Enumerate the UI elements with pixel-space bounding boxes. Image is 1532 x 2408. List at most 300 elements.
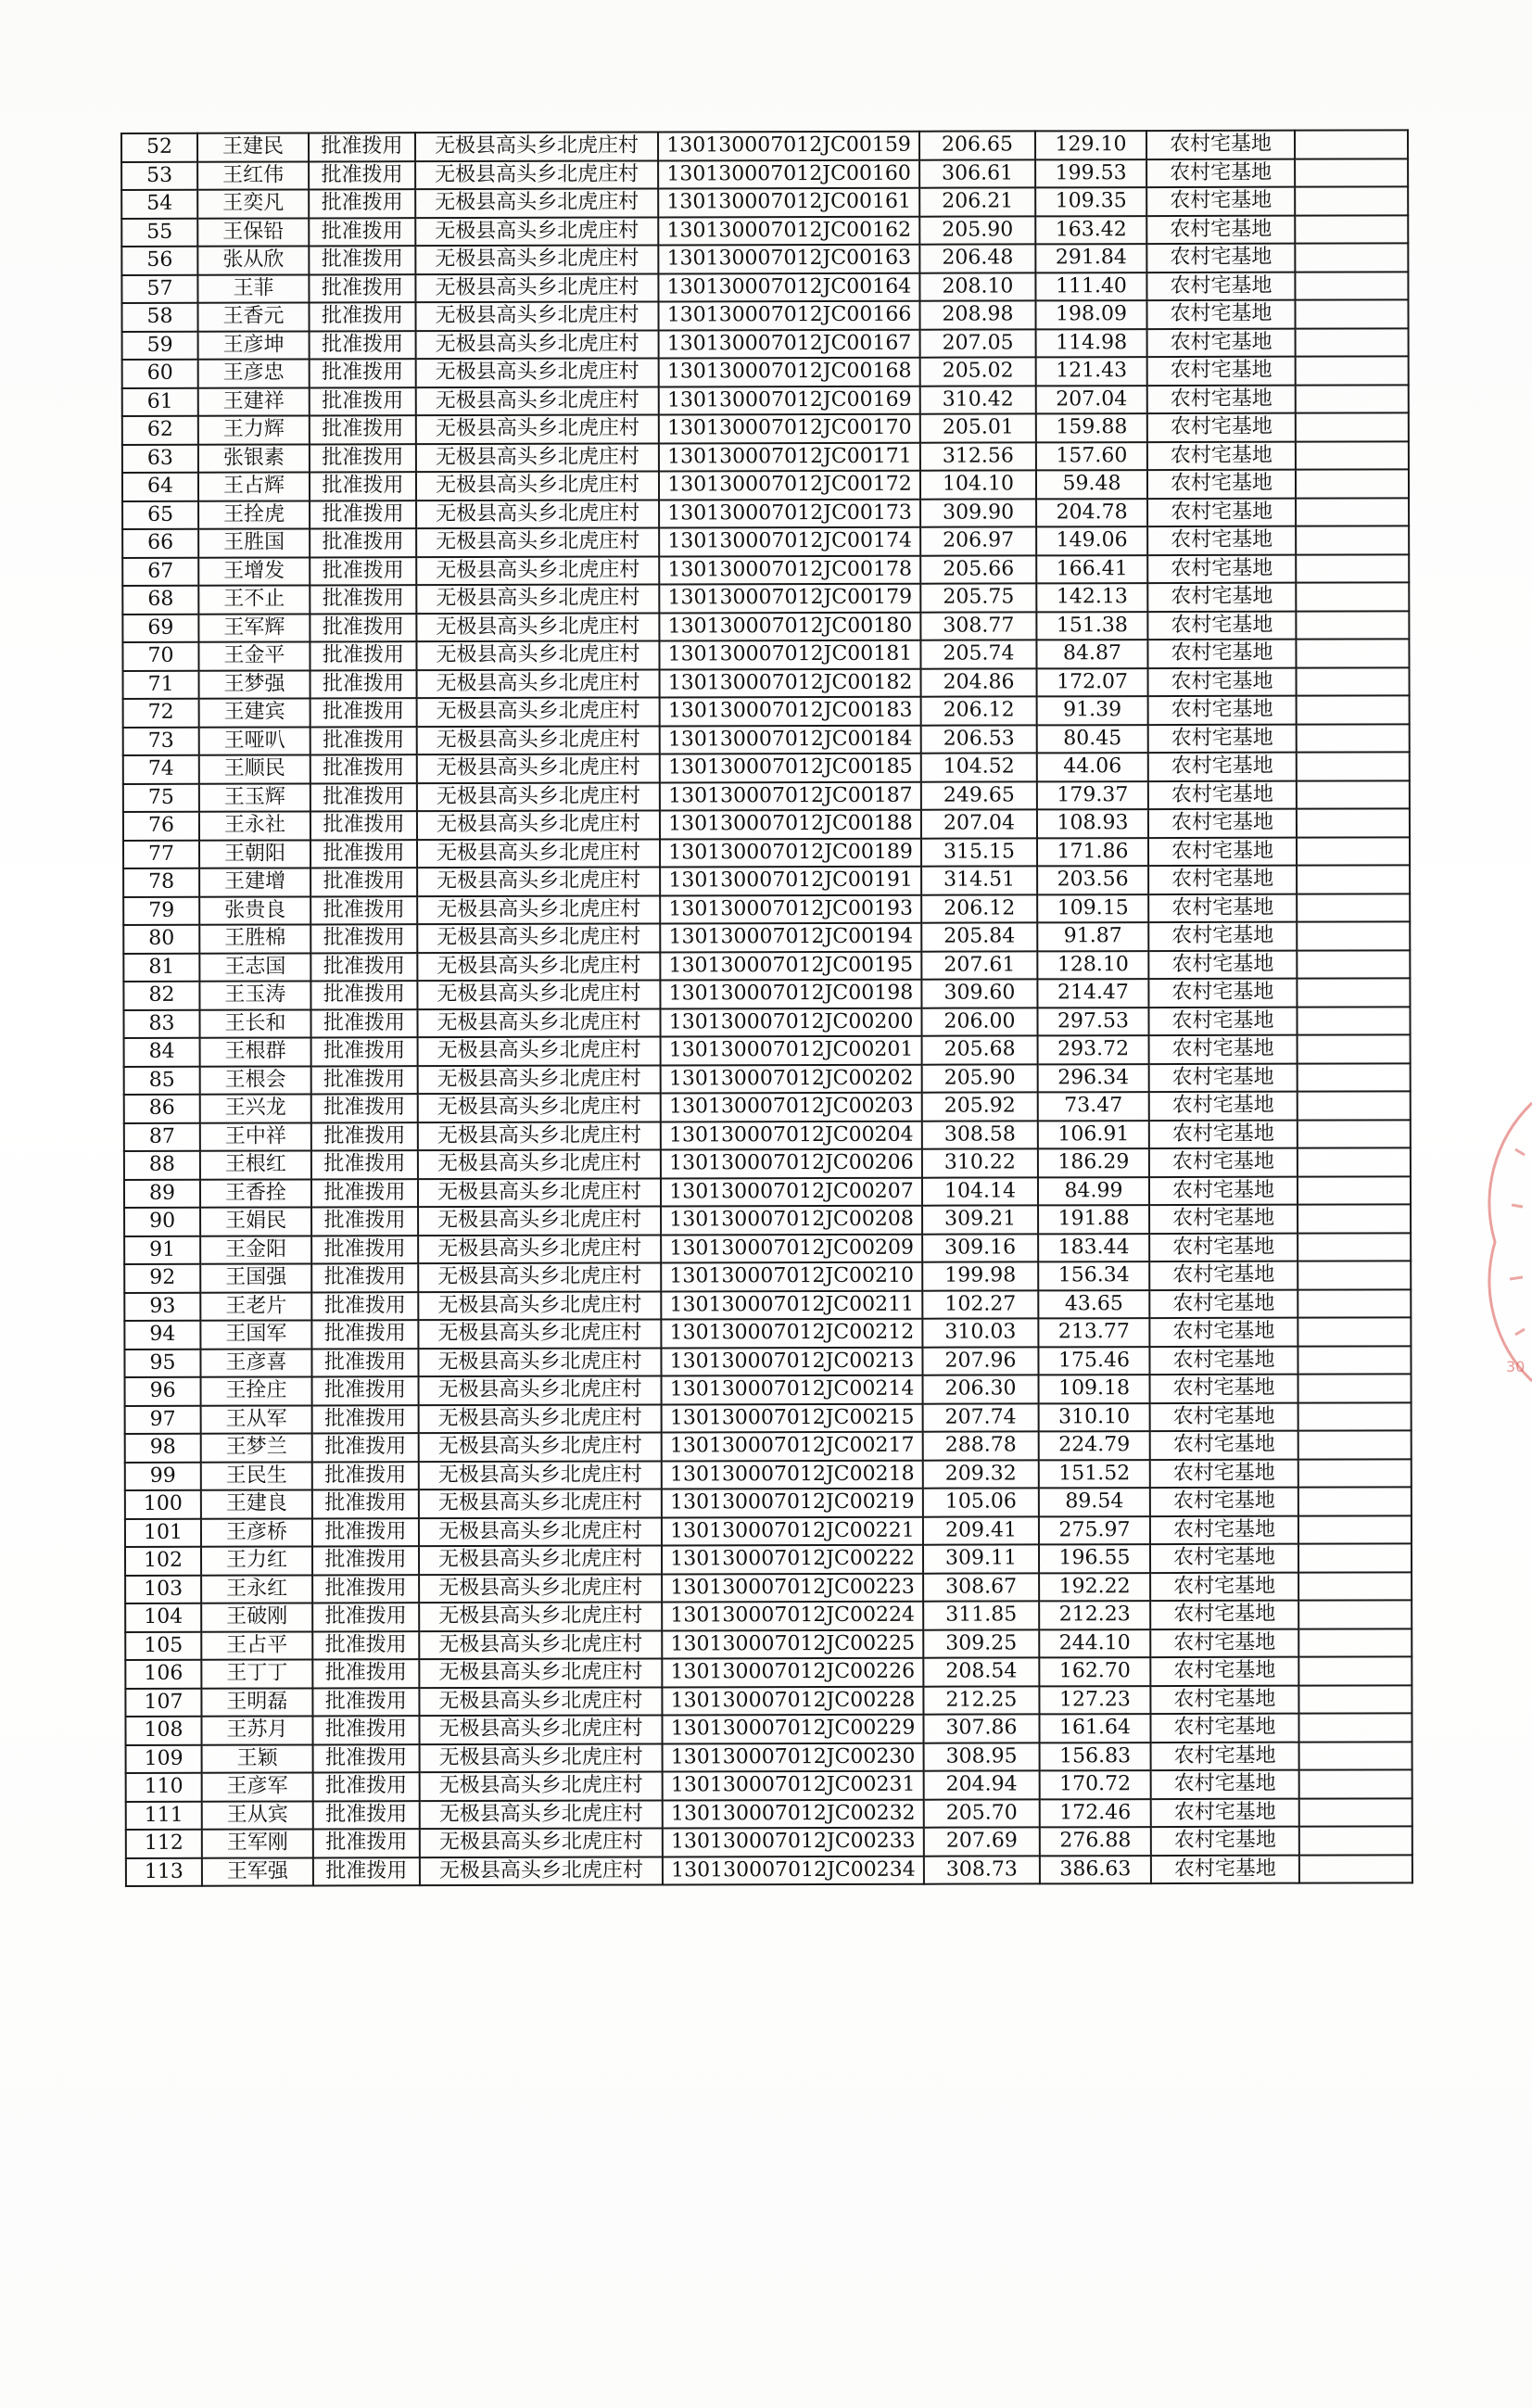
- row-number: 76: [123, 812, 199, 841]
- parcel-code: 130130007012JC00184: [660, 725, 921, 754]
- table-row: [122, 469, 1409, 501]
- parcel-code: 130130007012JC00172: [659, 471, 920, 500]
- owner-name: 王拴虎: [198, 501, 310, 529]
- land-area: 205.74: [920, 640, 1036, 668]
- land-use: 农村宅基地: [1147, 328, 1296, 357]
- approval-status: 批准拨用: [313, 1857, 420, 1886]
- parcel-location: 无极县高头乡北虎庄村: [420, 1743, 663, 1772]
- approval-status: 批准拨用: [309, 246, 415, 274]
- parcel-location: 无极县高头乡北虎庄村: [417, 839, 660, 868]
- land-area: 212.25: [923, 1686, 1039, 1715]
- table-row: [123, 921, 1410, 953]
- approval-status: 批准拨用: [311, 1122, 418, 1151]
- land-area: 314.51: [921, 866, 1037, 894]
- table-row: [125, 1572, 1412, 1603]
- owner-name: 王顺民: [199, 754, 310, 783]
- owner-name: 王梦兰: [201, 1433, 312, 1462]
- building-area: 293.72: [1038, 1035, 1149, 1064]
- land-use: 农村宅基地: [1149, 1176, 1298, 1205]
- land-area: 207.61: [921, 951, 1037, 980]
- parcel-location: 无极县高头乡北虎庄村: [419, 1432, 662, 1461]
- approval-status: 批准拨用: [310, 1009, 417, 1038]
- land-area: 206.21: [919, 187, 1035, 216]
- approval-status: 批准拨用: [312, 1631, 419, 1660]
- parcel-location: 无极县高头乡北虎庄村: [416, 358, 659, 387]
- row-number: 57: [121, 274, 197, 303]
- blank-cell: [1298, 1629, 1412, 1657]
- table-row: [126, 1798, 1412, 1830]
- approval-status: 批准拨用: [310, 331, 416, 360]
- register-body: [121, 130, 1412, 1886]
- building-area: 111.40: [1035, 272, 1146, 301]
- land-use: 农村宅基地: [1148, 696, 1297, 725]
- parcel-code: 130130007012JC00210: [661, 1262, 922, 1291]
- parcel-location: 无极县高头乡北虎庄村: [416, 500, 659, 528]
- parcel-code: 130130007012JC00161: [658, 188, 919, 217]
- table-row: [124, 1289, 1411, 1321]
- owner-name: 王占平: [201, 1631, 312, 1660]
- blank-cell: [1295, 299, 1408, 328]
- owner-name: 王破刚: [201, 1603, 312, 1631]
- building-area: 114.98: [1036, 329, 1147, 358]
- owner-name: 王金阳: [200, 1236, 311, 1264]
- land-area: 308.77: [920, 612, 1036, 640]
- owner-name: 王彦军: [202, 1772, 313, 1801]
- land-use: 农村宅基地: [1148, 724, 1297, 753]
- row-number: 113: [126, 1857, 202, 1886]
- table-row: [126, 1855, 1412, 1886]
- table-row: [123, 780, 1410, 812]
- owner-name: 王哑叭: [199, 727, 310, 755]
- approval-status: 批准拨用: [310, 472, 416, 501]
- land-use: 农村宅基地: [1148, 837, 1297, 866]
- land-use: 农村宅基地: [1147, 413, 1296, 442]
- parcel-code: 130130007012JC00222: [662, 1545, 923, 1574]
- row-number: 98: [125, 1434, 201, 1463]
- land-area: 288.78: [923, 1431, 1039, 1460]
- parcel-code: 130130007012JC00195: [660, 951, 921, 980]
- building-area: 44.06: [1037, 753, 1148, 781]
- owner-name: 王占辉: [198, 472, 310, 501]
- parcel-code: 130130007012JC00203: [661, 1093, 922, 1122]
- land-area: 206.12: [921, 696, 1037, 725]
- land-use: 农村宅基地: [1146, 215, 1295, 244]
- building-area: 43.65: [1038, 1290, 1149, 1319]
- table-row: [121, 158, 1408, 190]
- blank-cell: [1296, 469, 1409, 498]
- parcel-location: 无极县高头乡北虎庄村: [419, 1630, 662, 1659]
- table-row: [123, 667, 1410, 699]
- parcel-code: 130130007012JC00234: [663, 1856, 924, 1884]
- owner-name: 王建良: [201, 1489, 312, 1518]
- owner-name: 王建增: [199, 868, 310, 896]
- owner-name: 张贵良: [199, 896, 310, 925]
- land-area: 206.53: [921, 725, 1037, 754]
- parcel-location: 无极县高头乡北虎庄村: [417, 754, 660, 782]
- parcel-code: 130130007012JC00208: [661, 1206, 922, 1235]
- blank-cell: [1299, 1826, 1412, 1855]
- land-area: 205.68: [922, 1035, 1038, 1064]
- building-area: 213.77: [1038, 1318, 1149, 1347]
- owner-name: 王军刚: [202, 1829, 313, 1857]
- owner-name: 王金平: [198, 641, 310, 670]
- approval-status: 批准拨用: [311, 1037, 418, 1066]
- land-use: 农村宅基地: [1151, 1827, 1299, 1856]
- owner-name: 王根群: [200, 1037, 311, 1066]
- land-use: 农村宅基地: [1149, 1035, 1298, 1064]
- land-use: 农村宅基地: [1146, 272, 1295, 300]
- building-area: 149.06: [1036, 526, 1147, 555]
- row-number: 52: [121, 133, 197, 162]
- land-use: 农村宅基地: [1146, 131, 1295, 159]
- parcel-code: 130130007012JC00162: [658, 216, 919, 245]
- parcel-location: 无极县高头乡北虎庄村: [419, 1687, 662, 1716]
- building-area: 310.10: [1039, 1403, 1150, 1432]
- land-area: 206.12: [921, 894, 1037, 923]
- table-row: [126, 1742, 1412, 1773]
- blank-cell: [1296, 498, 1409, 526]
- owner-name: 王香元: [197, 302, 309, 331]
- parcel-code: 130130007012JC00169: [659, 386, 920, 414]
- table-row: [122, 611, 1409, 642]
- parcel-code: 130130007012JC00191: [660, 867, 921, 895]
- blank-cell: [1299, 1855, 1412, 1883]
- building-area: 162.70: [1039, 1657, 1150, 1686]
- parcel-location: 无极县高头乡北虎庄村: [419, 1489, 662, 1517]
- row-number: 89: [124, 1179, 200, 1208]
- parcel-location: 无极县高头乡北虎庄村: [417, 923, 660, 952]
- parcel-location: 无极县高头乡北虎庄村: [416, 527, 659, 556]
- land-area: 249.65: [921, 781, 1037, 810]
- parcel-code: 130130007012JC00211: [661, 1290, 922, 1319]
- owner-name: 王朝阳: [199, 840, 310, 868]
- row-number: 106: [125, 1660, 201, 1689]
- building-area: 121.43: [1036, 357, 1147, 386]
- owner-name: 王兴龙: [200, 1094, 311, 1122]
- parcel-location: 无极县高头乡北虎庄村: [418, 1149, 661, 1178]
- approval-status: 批准拨用: [309, 274, 415, 303]
- row-number: 65: [122, 501, 198, 529]
- approval-status: 批准拨用: [312, 1376, 419, 1405]
- blank-cell: [1298, 1515, 1412, 1544]
- land-use: 农村宅基地: [1149, 1233, 1298, 1261]
- parcel-location: 无极县高头乡北虎庄村: [419, 1517, 662, 1546]
- land-area: 102.27: [922, 1290, 1038, 1319]
- building-area: 109.15: [1037, 894, 1148, 923]
- parcel-location: 无极县高头乡北虎庄村: [416, 613, 659, 641]
- table-row: [124, 1261, 1411, 1292]
- blank-cell: [1298, 1233, 1411, 1261]
- owner-name: 王军辉: [198, 614, 310, 642]
- parcel-code: 130130007012JC00207: [661, 1177, 922, 1206]
- row-number: 70: [122, 642, 198, 671]
- approval-status: 批准拨用: [311, 1094, 418, 1122]
- blank-cell: [1298, 1459, 1412, 1488]
- parcel-location: 无极县高头乡北虎庄村: [418, 1065, 661, 1094]
- blank-cell: [1298, 1430, 1412, 1459]
- land-area: 206.48: [919, 244, 1035, 272]
- land-use: 农村宅基地: [1147, 441, 1296, 470]
- blank-cell: [1299, 1742, 1412, 1770]
- row-number: 63: [122, 444, 198, 473]
- table-row: [124, 1063, 1411, 1095]
- row-number: 74: [123, 755, 199, 784]
- land-area: 206.65: [919, 131, 1035, 159]
- owner-name: 王根会: [200, 1066, 311, 1095]
- parcel-location: 无极县高头乡北虎庄村: [419, 1602, 662, 1630]
- land-use: 农村宅基地: [1150, 1657, 1298, 1686]
- approval-status: 批准拨用: [310, 641, 416, 670]
- land-use: 农村宅基地: [1149, 1148, 1298, 1177]
- parcel-code: 130130007012JC00206: [661, 1149, 922, 1178]
- approval-status: 批准拨用: [310, 698, 417, 727]
- approval-status: 批准拨用: [310, 415, 416, 444]
- table-row: [122, 328, 1409, 360]
- table-row: [122, 526, 1409, 557]
- table-row: [124, 1091, 1411, 1122]
- building-area: 386.63: [1040, 1856, 1151, 1884]
- approval-status: 批准拨用: [311, 1150, 418, 1179]
- owner-name: 王从宾: [202, 1801, 313, 1830]
- land-area: 104.10: [920, 470, 1036, 499]
- land-area: 204.86: [921, 668, 1037, 697]
- row-number: 82: [123, 982, 199, 1010]
- parcel-location: 无极县高头乡北虎庄村: [420, 1828, 663, 1857]
- parcel-location: 无极县高头乡北虎庄村: [415, 217, 658, 246]
- parcel-code: 130130007012JC00183: [660, 697, 921, 726]
- parcel-code: 130130007012JC00204: [661, 1121, 922, 1149]
- land-use: 农村宅基地: [1147, 583, 1296, 612]
- table-row: [123, 978, 1410, 1009]
- land-area: 207.96: [922, 1347, 1038, 1375]
- parcel-location: 无极县高头乡北虎庄村: [418, 1206, 661, 1235]
- land-area: 311.85: [923, 1601, 1039, 1629]
- land-area: 206.00: [921, 1008, 1037, 1036]
- land-area: 308.95: [924, 1743, 1040, 1771]
- row-number: 64: [122, 473, 198, 501]
- land-use: 农村宅基地: [1148, 922, 1297, 951]
- blank-cell: [1298, 1317, 1411, 1346]
- building-area: 84.87: [1036, 640, 1147, 668]
- row-number: 66: [122, 529, 198, 558]
- building-area: 89.54: [1039, 1488, 1150, 1516]
- table-row: [125, 1374, 1412, 1405]
- row-number: 102: [125, 1547, 201, 1576]
- land-use: 农村宅基地: [1151, 1770, 1299, 1799]
- land-use: 农村宅基地: [1146, 187, 1295, 216]
- table-row: [121, 215, 1408, 247]
- blank-cell: [1297, 808, 1410, 837]
- blank-cell: [1299, 1798, 1412, 1827]
- approval-status: 批准拨用: [312, 1518, 419, 1547]
- parcel-location: 无极县高头乡北虎庄村: [418, 1178, 661, 1207]
- row-number: 105: [125, 1631, 201, 1660]
- land-area: 207.69: [924, 1827, 1040, 1856]
- blank-cell: [1298, 1034, 1411, 1063]
- building-area: 128.10: [1037, 951, 1148, 980]
- parcel-code: 130130007012JC00178: [659, 555, 920, 584]
- land-area: 312.56: [920, 442, 1036, 471]
- blank-cell: [1297, 865, 1410, 893]
- building-area: 108.93: [1037, 809, 1148, 838]
- owner-name: 王建宾: [199, 698, 310, 727]
- table-row: [121, 130, 1408, 161]
- parcel-code: 130130007012JC00163: [658, 245, 919, 273]
- parcel-location: 无极县高头乡北虎庄村: [416, 414, 659, 443]
- parcel-location: 无极县高头乡北虎庄村: [416, 556, 659, 585]
- land-use: 农村宅基地: [1147, 470, 1296, 499]
- row-number: 60: [122, 360, 198, 388]
- table-row: [122, 412, 1409, 444]
- parcel-code: 130130007012JC00202: [661, 1064, 922, 1093]
- parcel-location: 无极县高头乡北虎庄村: [416, 471, 659, 500]
- approval-status: 批准拨用: [313, 1772, 420, 1801]
- table-row: [125, 1629, 1412, 1660]
- land-use: 农村宅基地: [1148, 979, 1297, 1008]
- row-number: 69: [122, 614, 198, 642]
- blank-cell: [1298, 1374, 1412, 1402]
- blank-cell: [1297, 667, 1410, 696]
- row-number: 111: [126, 1801, 202, 1830]
- blank-cell: [1296, 412, 1409, 441]
- land-use: 农村宅基地: [1150, 1629, 1298, 1657]
- row-number: 86: [124, 1095, 200, 1123]
- row-number: 92: [124, 1264, 200, 1293]
- row-number: 83: [123, 1009, 199, 1038]
- land-use: 农村宅基地: [1149, 1346, 1298, 1375]
- approval-status: 批准拨用: [312, 1489, 419, 1518]
- land-use: 农村宅基地: [1147, 526, 1296, 555]
- approval-status: 批准拨用: [312, 1603, 419, 1631]
- land-area: 206.97: [920, 526, 1036, 555]
- land-area: 309.21: [922, 1205, 1038, 1234]
- row-number: 75: [123, 783, 199, 812]
- building-area: 196.55: [1039, 1544, 1150, 1573]
- blank-cell: [1297, 724, 1410, 753]
- row-number: 81: [123, 953, 199, 982]
- building-area: 151.52: [1039, 1460, 1150, 1489]
- blank-cell: [1296, 441, 1409, 470]
- owner-name: 王奕凡: [197, 189, 309, 218]
- table-row: [122, 385, 1409, 416]
- building-area: 127.23: [1039, 1686, 1150, 1715]
- table-row: [124, 1034, 1411, 1066]
- table-row: [125, 1515, 1412, 1547]
- row-number: 79: [123, 896, 199, 925]
- approval-status: 批准拨用: [311, 1263, 418, 1292]
- svg-text:30: 30: [1506, 1358, 1526, 1375]
- parcel-code: 130130007012JC00200: [660, 1008, 921, 1036]
- land-use: 农村宅基地: [1150, 1515, 1298, 1544]
- land-area: 207.04: [921, 809, 1037, 838]
- building-area: 191.88: [1038, 1205, 1149, 1234]
- building-area: 296.34: [1038, 1064, 1149, 1093]
- building-area: 159.88: [1036, 413, 1147, 442]
- land-use: 农村宅基地: [1148, 667, 1297, 696]
- land-area: 207.74: [923, 1403, 1039, 1432]
- building-area: 244.10: [1039, 1629, 1150, 1658]
- building-area: 275.97: [1039, 1516, 1150, 1545]
- parcel-code: 130130007012JC00230: [663, 1743, 924, 1771]
- owner-name: 王红伟: [197, 161, 309, 190]
- parcel-code: 130130007012JC00213: [661, 1347, 922, 1375]
- land-area: 205.75: [920, 583, 1036, 612]
- owner-name: 王拴庄: [201, 1376, 312, 1405]
- parcel-code: 130130007012JC00219: [662, 1489, 923, 1517]
- parcel-location: 无极县高头乡北虎庄村: [417, 867, 660, 895]
- parcel-location: 无极县高头乡北虎庄村: [418, 1348, 661, 1376]
- owner-name: 王香拴: [200, 1179, 311, 1208]
- table-row: [125, 1487, 1412, 1518]
- land-use: 农村宅基地: [1146, 158, 1295, 187]
- row-number: 107: [125, 1688, 201, 1717]
- table-row: [123, 837, 1410, 868]
- row-number: 72: [123, 699, 199, 728]
- parcel-code: 130130007012JC00217: [662, 1432, 923, 1461]
- owner-name: 王梦强: [199, 670, 310, 699]
- blank-cell: [1298, 1289, 1411, 1318]
- building-area: 142.13: [1036, 583, 1147, 612]
- parcel-code: 130130007012JC00174: [659, 527, 920, 556]
- approval-status: 批准拨用: [311, 1066, 418, 1095]
- parcel-location: 无极县高头乡北虎庄村: [417, 726, 660, 754]
- blank-cell: [1298, 1600, 1412, 1629]
- row-number: 67: [122, 557, 198, 586]
- parcel-code: 130130007012JC00167: [659, 329, 920, 358]
- table-row: [123, 724, 1410, 755]
- blank-cell: [1295, 186, 1408, 215]
- land-area: 208.10: [919, 272, 1035, 301]
- owner-name: 王建民: [197, 133, 309, 161]
- table-row: [121, 299, 1408, 331]
- land-area: 309.60: [921, 979, 1037, 1008]
- parcel-code: 130130007012JC00160: [658, 159, 919, 188]
- building-area: 129.10: [1035, 131, 1146, 159]
- building-area: 109.35: [1035, 187, 1146, 216]
- parcel-location: 无极县高头乡北虎庄村: [416, 584, 659, 613]
- approval-status: 批准拨用: [309, 161, 415, 190]
- land-area: 208.98: [919, 300, 1035, 329]
- blank-cell: [1298, 1346, 1411, 1375]
- parcel-code: 130130007012JC00232: [663, 1799, 924, 1828]
- blank-cell: [1295, 243, 1408, 272]
- row-number: 88: [124, 1151, 200, 1180]
- parcel-code: 130130007012JC00215: [662, 1403, 923, 1432]
- blank-cell: [1298, 1091, 1411, 1120]
- land-area: 206.30: [923, 1375, 1039, 1403]
- building-area: 106.91: [1038, 1121, 1149, 1149]
- land-area: 204.94: [924, 1770, 1040, 1799]
- parcel-code: 130130007012JC00221: [662, 1516, 923, 1545]
- land-use: 农村宅基地: [1150, 1685, 1298, 1714]
- owner-name: 王彦坤: [198, 331, 310, 360]
- approval-status: 批准拨用: [310, 783, 417, 812]
- table-row: [124, 1204, 1411, 1236]
- table-row: [124, 1147, 1411, 1179]
- table-row: [125, 1430, 1412, 1462]
- parcel-code: 130130007012JC00180: [659, 612, 920, 640]
- parcel-location: 无极县高头乡北虎庄村: [418, 1319, 661, 1348]
- parcel-code: 130130007012JC00170: [659, 414, 920, 443]
- parcel-code: 130130007012JC00168: [659, 358, 920, 387]
- parcel-code: 130130007012JC00212: [661, 1319, 922, 1348]
- row-number: 91: [124, 1236, 200, 1264]
- land-use: 农村宅基地: [1149, 1318, 1298, 1347]
- approval-status: 批准拨用: [310, 896, 417, 925]
- owner-name: 王国军: [200, 1320, 311, 1349]
- table-row: [122, 498, 1409, 529]
- building-area: 172.46: [1040, 1799, 1151, 1828]
